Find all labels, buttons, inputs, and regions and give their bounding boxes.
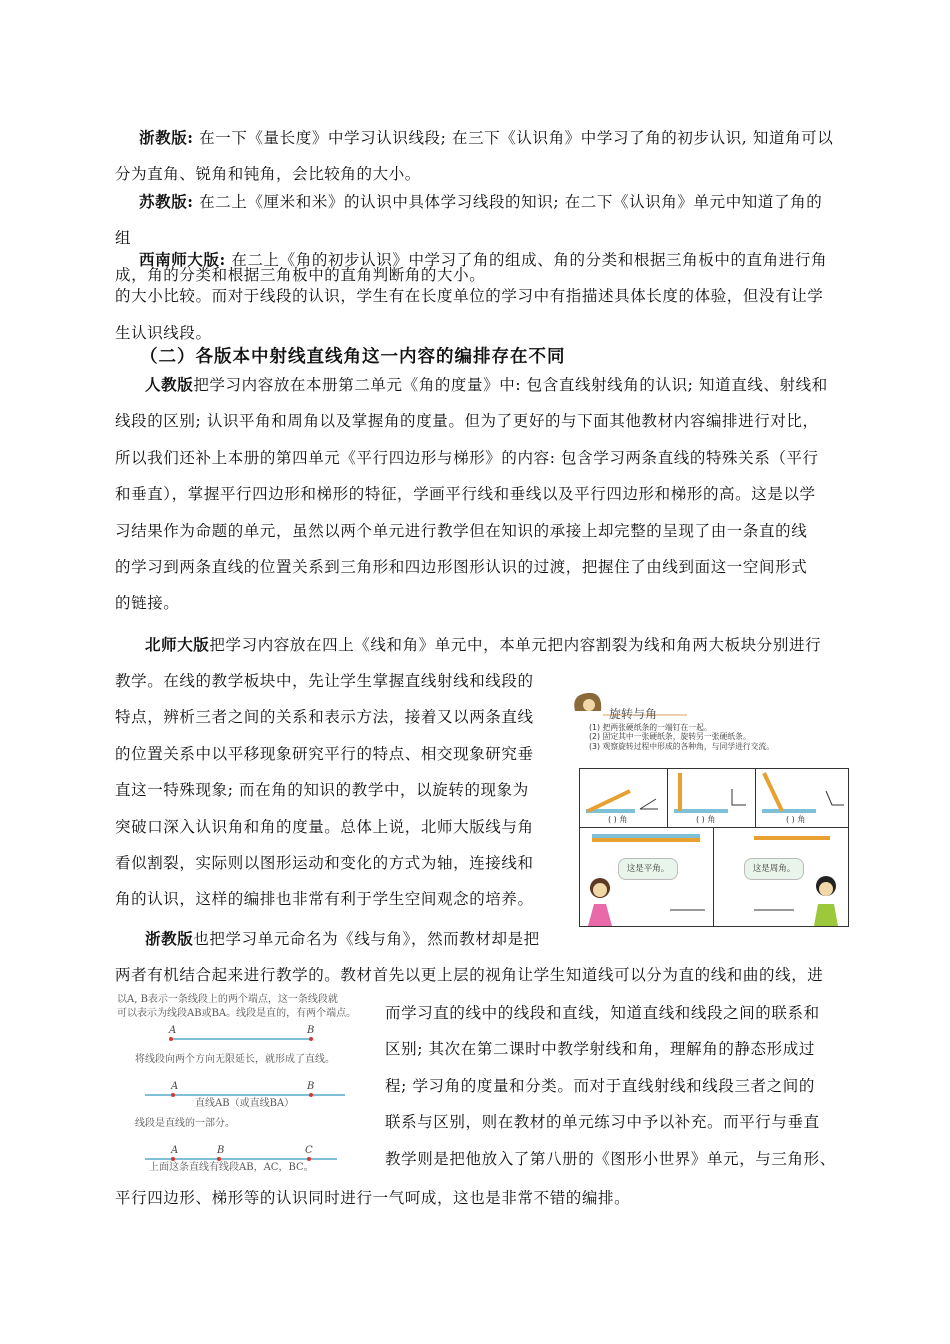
text-line: 区别; 其次在第二课时中教学射线和角，理解角的静态形成过 [385,1040,815,1059]
label-sujiao: 苏教版: [139,192,194,211]
point-label-b: B [307,1025,315,1036]
speech-bubble-straight: 这是平角。 [618,858,678,880]
figure-rotation-angle [567,685,849,927]
text-line: 把学习内容放在四上《线和角》单元中，本单元把内容割裂为线和角两大板块分别进行 [209,636,822,654]
label-renjiao: 人教版 [145,375,194,394]
text-line: 在二上《厘米和米》的认识中具体学习线段的知识; 在二下《认识角》单元中知道了角的组 [115,193,823,248]
angle-cell-straight [579,827,714,927]
angle-caption: ( ) 角 [696,815,716,824]
speech-bubble-full: 这是周角。 [744,858,804,880]
text-line: 也把学习单元命名为《线与角》，然而教材却是把 [193,930,540,948]
figure-text: 以A, B表示一条线段上的两个端点，这一条线段就 [117,994,338,1005]
angle-caption: ( ) 角 [608,815,628,824]
paragraph-zhejiao-2-last [115,1180,837,1216]
text-line: 的大小比较。而对于线段的认识，学生有在长度单位的学习中有指描述具体长度的体验，但没有让学 [115,287,824,306]
point-label-b: B [217,1145,225,1156]
angle-cell-right [667,768,756,828]
figure-text: 直线AB（或直线BA） [195,1098,295,1109]
paragraph-zhejiao-1 [115,120,837,193]
text-line: 线段的区别; 认识平角和周角以及掌握角的度量。但为了更好的与下面其他教材内容编排进行对比， [115,412,819,431]
text-line: 直这一特殊现象; 而在角的知识的教学中，以旋转的现象为 [115,781,529,800]
angle-caption: ( ) 角 [786,815,806,824]
point-label-b: B [307,1081,315,1092]
text-line: 程; 学习角的度量和分类。而对于直线射线和线段三者之间的 [385,1076,815,1095]
text-line: 突破口深入认识角和角的度量。总体上说，北师大版线与角 [115,817,534,836]
text-line: 平行四边形、梯形等的认识同时进行一气呵成，这也是非常不错的编排。 [115,1189,631,1207]
point-label-c: C [305,1145,313,1156]
angle-cell-acute [579,768,668,828]
figure-steps [589,723,774,751]
text-line: 联系与区别，则在教材的单元练习中予以补充。而平行与垂直 [385,1113,820,1132]
figure-title: 旋转与角 [609,707,658,721]
text-line: 而学习直的线中的线段和直线，知道直线和线段之间的联系和 [385,1004,820,1022]
step-text: (1) 把两张硬纸条的一端钉在一起。 [589,723,712,732]
figure-line-segments [115,993,377,1171]
figure-text: 上面这条直线有线段AB，AC，BC。 [149,1162,314,1173]
label-xinan: 西南师大版: [139,250,226,269]
point-label-a: A [171,1081,179,1092]
paragraph-zhejiao-2-first [115,921,565,957]
label-zhejiao-2: 浙教版 [145,929,194,948]
paragraph-beishi-rest [115,663,565,918]
step-text: (2) 固定其中一张硬纸条，旋转另一张硬纸条。 [589,732,751,742]
text-line: 角的认识，这样的编排也非常有利于学生空间观念的培养。 [115,890,534,909]
text-line: 两者有机结合起来进行教学的。教材首先以更上层的视角让学生知道线可以分为直的线和曲的线，进 [115,966,824,984]
text-line: 把学习内容放在本册第二单元《角的度量》中: 包含直线射线角的认识; 知道直线、射线和 [193,376,828,394]
text-line: 和垂直），掌握平行四边形和梯形的特征，学画平行线和垂线以及平行四边形和梯形的高。这是以学 [115,485,816,504]
text-line: 生认识线段。 [115,323,212,342]
paragraph-beishi-first [115,627,837,663]
figure-text: 可以表示为线段AB或BA。线段是直的，有两个端点。 [117,1008,357,1019]
text-line: 教学。在线的教学板块中，先让学生掌握直线射线和线段的 [115,672,534,690]
step-text: (3) 观察旋转过程中形成的各种角，与同学进行交流。 [589,741,775,751]
text-line: 分为直角、锐角和钝角，会比较角的大小。 [115,165,421,184]
figure-text: 将线段向两个方向无限延长，就形成了直线。 [135,1054,335,1065]
text-line: 所以我们还补上本册的第四单元《平行四边形与梯形》的内容: 包含学习两条直线的特殊关系（平行 [115,448,819,467]
angle-cell-obtuse [755,768,849,828]
angle-cell-full [713,827,849,927]
text-line: 的链接。 [115,594,180,613]
paragraph-zhejiao-2-line2 [115,957,837,993]
text-line: 教学则是把他放入了第八册的《图形小世界》单元，与三角形、 [385,1149,836,1168]
label-beishi: 北师大版 [145,635,210,654]
figure-text: 线段是直线的一部分。 [135,1118,235,1129]
text-line: 在二上《角的初步认识》中学习了角的组成、角的分类和根据三角板中的直角进行角 [225,251,828,269]
text-line: 特点，辨析三者之间的关系和表示方法，接着又以两条直线 [115,708,534,727]
text-line: 在一下《量长度》中学习认识线段; 在三下《认识角》中学习了角的初步认识, 知道角可以 [193,129,834,147]
point-label-a: A [169,1025,177,1036]
text-line: 成，角的分类和根据三角板中的直角判断角的大小。 [115,265,486,284]
paragraph-renjiao [115,367,837,622]
paragraph-zhejiao-2-right [385,995,840,1177]
text-line: 习结果作为命题的单元，虽然以两个单元进行教学但在知识的承接上却完整的呈现了由一条直的线 [115,521,808,540]
paragraph-xinan [115,242,837,351]
text-line: 的位置关系中以平移现象研究平行的特点、相交现象研究垂 [115,744,534,763]
text-line: 看似割裂，实际则以图形运动和变化的方式为轴，连接线和 [115,854,534,873]
section-heading: （二）各版本中射线直线角这一内容的编排存在不同 [140,347,566,367]
label-zhejiao: 浙教版: [139,128,194,147]
point-label-a: A [171,1145,179,1156]
text-line: 的学习到两条直线的位置关系到三角形和四边形图形认识的过渡，把握住了由线到面这一空间形式 [115,558,808,577]
line-diagrams [115,1025,377,1165]
